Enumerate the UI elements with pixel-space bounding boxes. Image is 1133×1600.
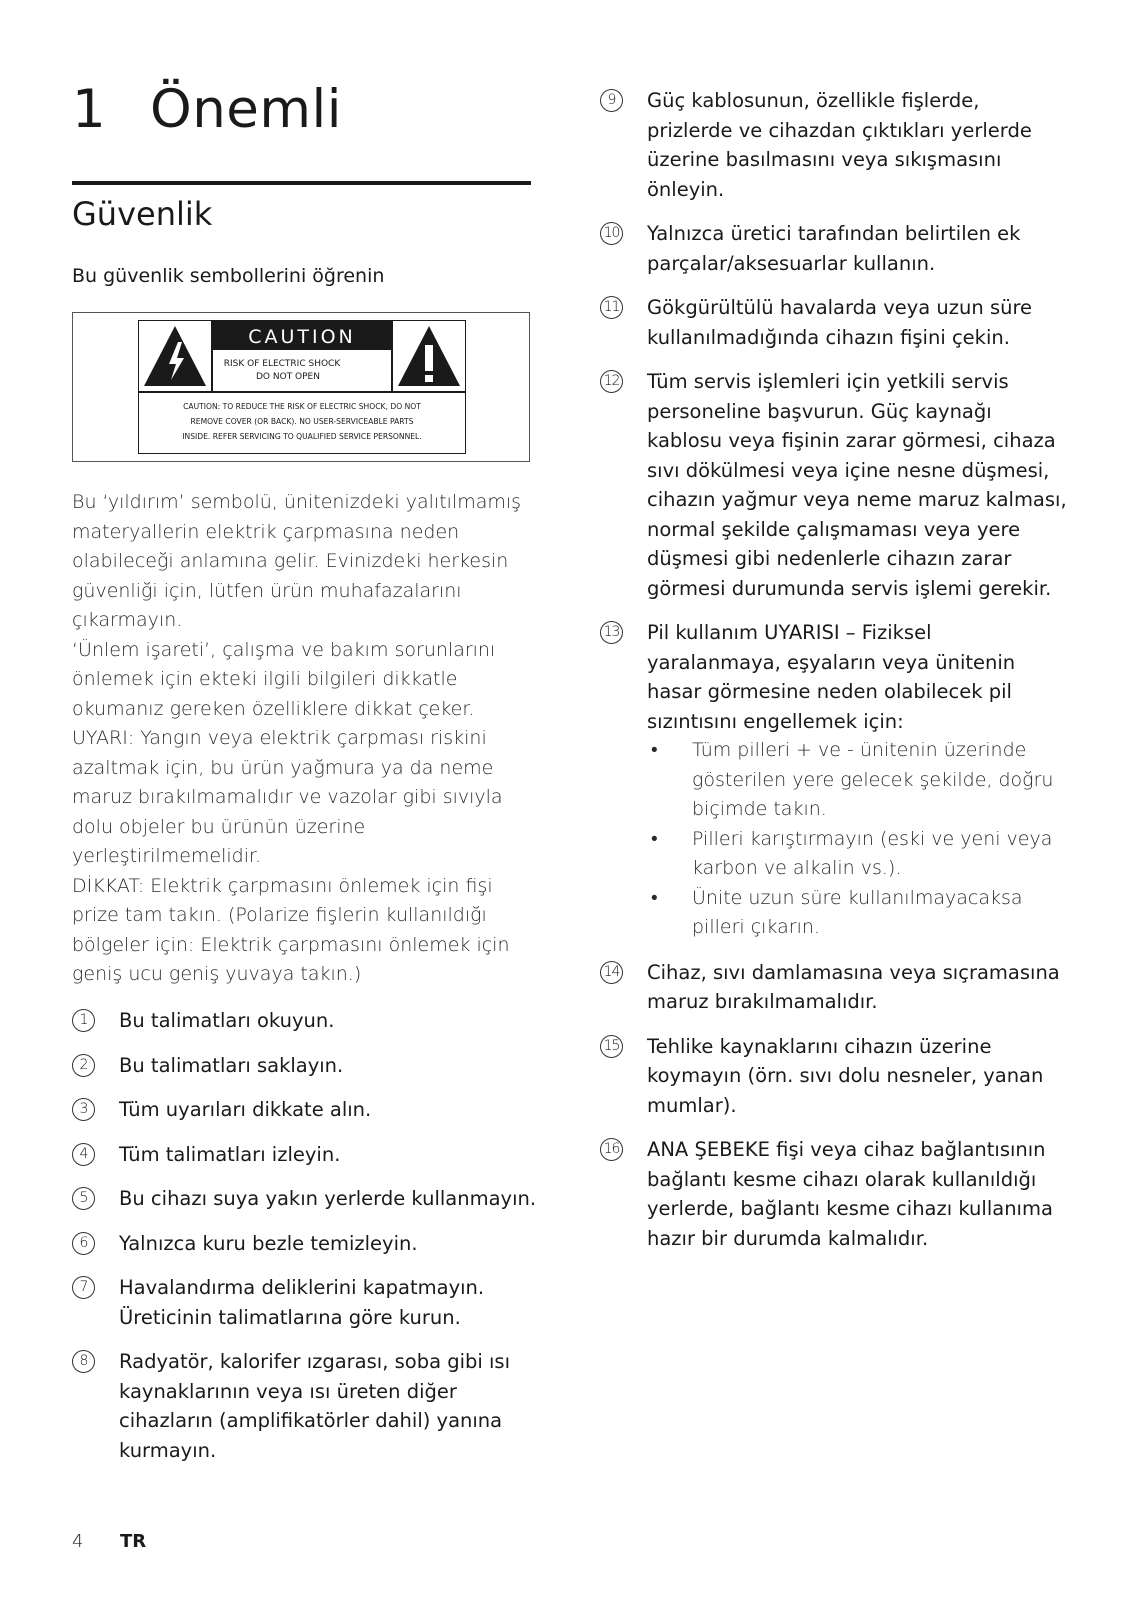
caution-line-1: RISK OF ELECTRIC SHOCK [223, 359, 341, 369]
item-text: Bu talimatları okuyun. [119, 1009, 335, 1032]
chapter-heading [72, 74, 342, 146]
bullet-text: Pilleri karıştırmayın (eski ve yeni veya karbon ve alkalin vs.). [692, 827, 1053, 879]
paragraph-warning: UYARI: Yangın veya elektrik çarpması riskini azaltmak için, bu ürün yağmura ya da neme maruz bırakılmamalıdır ve vazolar gibi sıvıyla dolu objeler bu ürünün üzerine yerleştirilmemelidir. [72, 727, 503, 867]
item-number-badge: 16 [600, 1138, 623, 1161]
item-number-badge: 1 [72, 1009, 95, 1032]
item-number-badge: 14 [600, 961, 623, 984]
item-text: Tüm servis işlemleri için yetkili servis personeline başvurun. Güç kaynağı kablosu veya fişinin zarar görmesi, cihaza sıvı dökülmesi veya içine nesne düşmesi, cihazın yağmur veya neme maruz kalması, normal şekilde çalışmaması veya yere düşmesi gibi nedenlerle cihazın zarar görmesi durumunda servis işlemi gerekir. [647, 370, 1067, 600]
item-text: Pil kullanım UYARISI – Fiziksel yaralanmaya, eşyaların veya ünitenin hasar görmesine neden olabilecek pil sızıntısını engellemek için: [647, 621, 1016, 733]
bullet-marker: • [651, 886, 658, 909]
chapter-number: 1 [72, 79, 107, 140]
item-text: Gökgürültülü havalarda veya uzun süre kullanılmadığında cihazın fişini çekin. [647, 296, 1033, 349]
list-item [72, 1095, 542, 1125]
caution-label-frame [72, 312, 530, 462]
list-item [600, 958, 1070, 1017]
item-number-badge: 8 [72, 1350, 95, 1373]
bullet-item [647, 884, 1070, 943]
item-number-badge: 13 [600, 621, 623, 644]
item-number-badge: 4 [72, 1143, 95, 1166]
language-code: TR [120, 1531, 147, 1552]
list-item [72, 1184, 542, 1214]
bullet-text: Ünite uzun süre kullanılmayacaksa pilleri çıkarın. [692, 886, 1023, 938]
list-item [600, 86, 1070, 204]
item-text: Tüm talimatları izleyin. [119, 1142, 341, 1166]
item-number-badge: 15 [600, 1035, 623, 1058]
item-number-badge: 5 [72, 1187, 95, 1210]
page-number: 4 [72, 1531, 84, 1552]
bullet-item [647, 736, 1070, 825]
list-item [72, 1051, 542, 1081]
list-item [600, 219, 1070, 278]
caution-label [138, 320, 466, 454]
section-title: Güvenlik [72, 195, 213, 233]
list-item [72, 1140, 542, 1170]
item-text: Havalandırma deliklerini kapatmayın. Üreticinin talimatlarına göre kurun. [119, 1276, 485, 1329]
list-item [600, 367, 1070, 603]
item-number-badge: 10 [600, 222, 623, 245]
item-text: Yalnızca kuru bezle temizleyin. [119, 1231, 418, 1255]
item-number-badge: 12 [600, 370, 623, 393]
item-text: Tüm uyarıları dikkate alın. [119, 1098, 372, 1121]
list-item [600, 618, 1070, 943]
item-text: Yalnızca üretici tarafından belirtilen ek parçalar/aksesuarlar kullanın. [647, 222, 1021, 275]
list-item [72, 1273, 542, 1332]
item-number-badge: 6 [72, 1232, 95, 1255]
list-item [72, 1229, 542, 1259]
chapter-title: Önemli [150, 79, 342, 140]
item-text: ANA ŞEBEKE fişi veya cihaz bağlantısının bağlantı kesme cihazı olarak kullanıldığı yerlerde, bağlantı kesme cihazı kullanıma hazır bir durumda kalmalıdır. [647, 1138, 1053, 1250]
list-item [600, 1032, 1070, 1121]
safety-list-left [72, 1006, 542, 1480]
paragraph-lightning: Bu ‘yıldırım’ sembolü, ünitenizdeki yalıtılmamış materyallerin elektrik çarpmasına neden olabileceği anlamına gelir. Evinizdeki herkesin güvenliği için, lütfen ürün muhafazalarını çıkarmayın. [72, 491, 522, 631]
item-number-badge: 7 [72, 1276, 95, 1299]
battery-bullet-list [647, 736, 1070, 943]
item-number-badge: 2 [72, 1054, 95, 1077]
paragraph-caution: DİKKAT: Elektrik çarpmasını önlemek için fişi prize tam takın. (Polarize fişlerin kullanıldığı bölgeler için: Elektrik çarpmasını önlemek için geniş ucu geniş yuvaya takın.) [72, 874, 510, 985]
learn-symbols-text: Bu güvenlik sembollerini öğrenin [72, 265, 385, 287]
caution-line-2: DO NOT OPEN [256, 372, 320, 382]
bullet-marker: • [651, 739, 658, 761]
item-text: Tehlike kaynaklarını cihazın üzerine koymayın (örn. sıvı dolu nesneler, yanan mumlar). [647, 1034, 1044, 1117]
caution-fine-1: CAUTION: TO REDUCE THE RISK OF ELECTRIC SHOCK, DO NOT [183, 402, 421, 411]
list-item [72, 1347, 542, 1465]
item-number-badge: 11 [600, 296, 623, 319]
bullet-marker: • [651, 827, 658, 850]
safety-description [72, 488, 534, 990]
section-rule [72, 181, 531, 185]
item-text: Güç kablosunun, özellikle fişlerde, prizlerde ve cihazdan çıktıkları yerlerde üzerine basılmasını veya sıkışmasını önleyin. [647, 89, 1032, 201]
item-text: Bu talimatları saklayın. [119, 1053, 344, 1077]
list-item [72, 1006, 542, 1036]
page-footer [72, 1530, 146, 1554]
safety-list-right [600, 86, 1070, 1268]
list-item [600, 1135, 1070, 1253]
caution-fine-2: REMOVE COVER (OR BACK). NO USER-SERVICEABLE PARTS [190, 417, 414, 426]
bullet-text: Tüm pilleri + ve - ünitenin üzerinde gösterilen yere gelecek şekilde, doğru biçimde takın. [692, 739, 1054, 820]
item-text: Bu cihazı suya yakın yerlerde kullanmayın. [119, 1187, 537, 1210]
list-item [600, 293, 1070, 352]
item-text: Radyatör, kalorifer ızgarası, soba gibi ısı kaynaklarının veya ısı üreten diğer cihazların (amplifikatörler dahil) yanına kurmayın. [119, 1350, 511, 1462]
item-number-badge: 3 [72, 1098, 95, 1121]
bullet-item [647, 825, 1070, 884]
caution-fine-3: INSIDE. REFER SERVICING TO QUALIFIED SERVICE PERSONNEL. [182, 432, 422, 441]
caution-heading: CAUTION [248, 326, 356, 348]
paragraph-exclamation: ‘Ünlem işareti’, çalışma ve bakım sorunlarını önlemek için ekteki ilgili bilgileri dikkatle okumanız gereken özelliklere dikkat çeker. [72, 638, 496, 720]
item-number-badge: 9 [600, 89, 623, 112]
item-text: Cihaz, sıvı damlamasına veya sıçramasına maruz bırakılmamalıdır. [647, 960, 1060, 1013]
